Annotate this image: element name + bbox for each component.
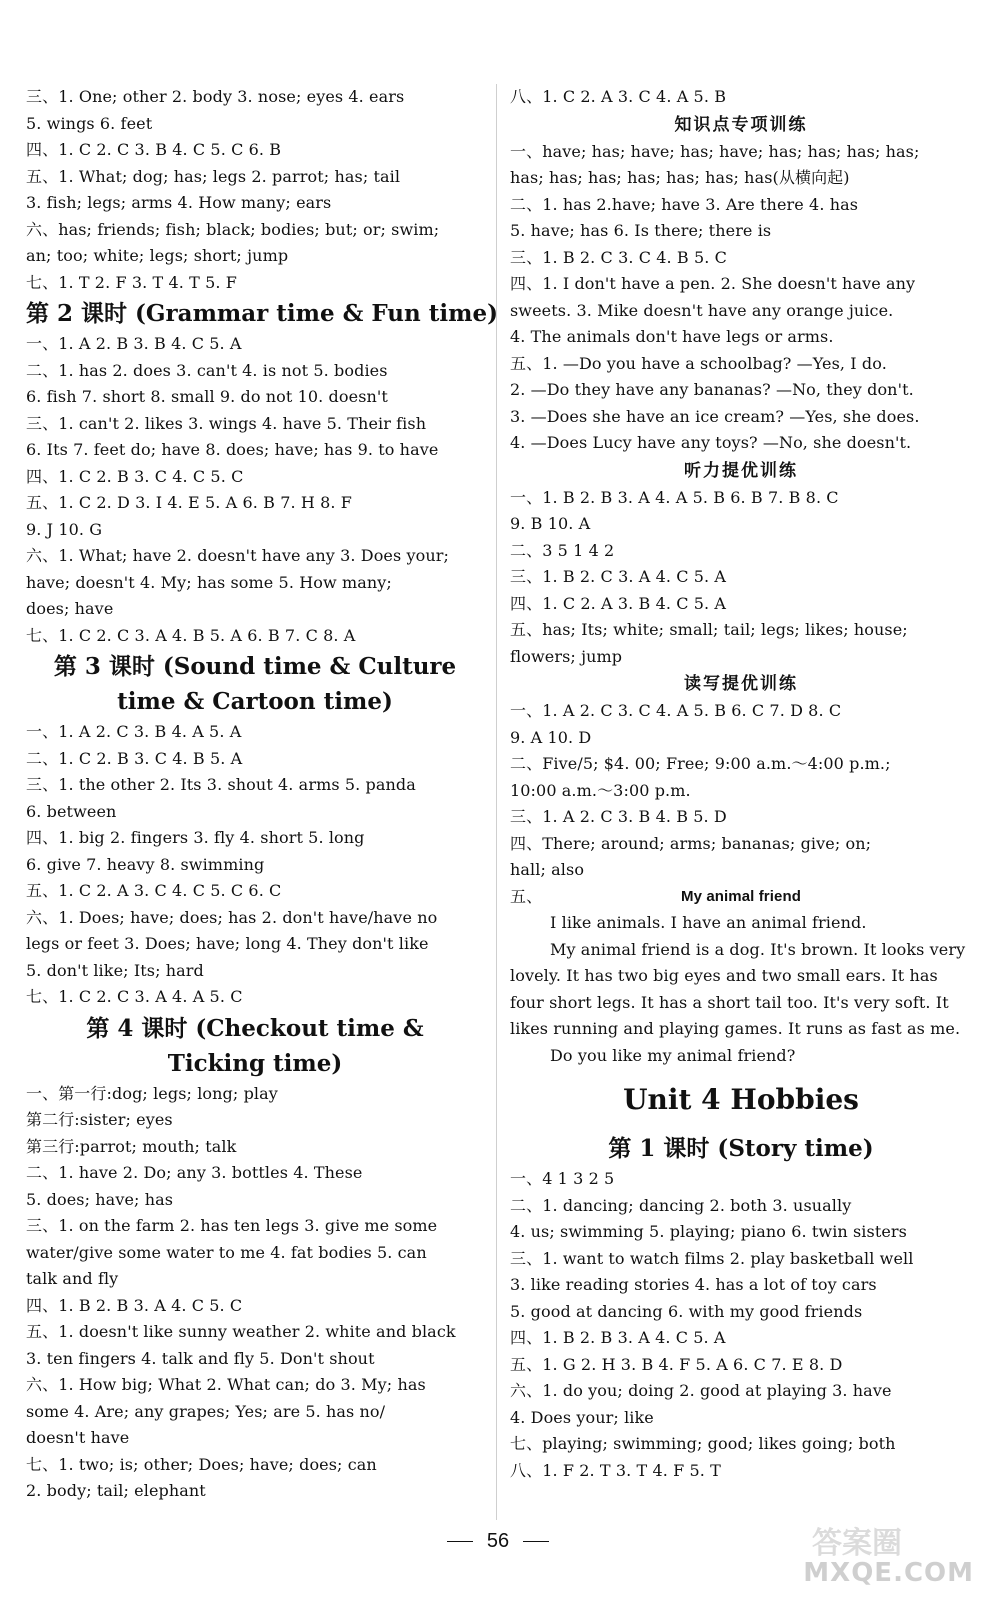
answer-line: an; too; white; legs; short; jump	[26, 246, 289, 265]
answer-line: 5. have; has 6. Is there; there is	[510, 221, 772, 240]
answer-line: 4. The animals don't have legs or arms.	[510, 327, 834, 346]
watermark-bottom-text: MXQE.COM	[803, 1558, 974, 1588]
answer-line: 9. B 10. A	[510, 514, 591, 533]
answer-line: 一、have; has; have; has; have; has; has; has; has;	[510, 141, 920, 161]
question-label: 五、	[510, 886, 543, 906]
watermark-logo	[794, 1518, 974, 1588]
answer-line: 五、1. doesn't like sunny weather 2. white and black	[26, 1322, 456, 1341]
answer-line: 二、1. have 2. Do; any 3. bottles 4. These	[26, 1163, 363, 1182]
lesson-heading: Ticking time)	[167, 1049, 343, 1077]
answer-line: 五、1. C 2. D 3. I 4. E 5. A 6. B 7. H 8. F	[26, 493, 352, 512]
answer-line: 9. J 10. G	[26, 519, 103, 539]
answer-line: four short legs. It has a short tail too. It's very soft. It	[510, 992, 949, 1012]
answer-line: 六、1. How big; What 2. What can; do 3. My; has	[26, 1375, 426, 1394]
answer-line: likes running and playing games. It runs as fast as me.	[510, 1019, 961, 1038]
essay-paragraph-line: Do you like my animal friend?	[550, 1045, 796, 1065]
page-number-dash-left	[447, 1541, 473, 1542]
answer-line: water/give some water to me 4. fat bodies 5. can	[26, 1242, 427, 1262]
answer-line: 七、1. C 2. C 3. A 4. B 5. A 6. B 7. C 8. A	[26, 625, 356, 645]
answer-line: 四、1. C 2. C 3. B 4. C 5. C 6. B	[26, 140, 282, 159]
answer-line: 三、1. One; other 2. body 3. nose; eyes 4. ears	[26, 87, 405, 106]
answer-line: 6. give 7. heavy 8. swimming	[26, 854, 265, 874]
answer-line: 三、1. on the farm 2. has ten legs 3. give me some	[26, 1216, 438, 1235]
answer-line: 三、1. B 2. C 3. C 4. B 5. C	[510, 247, 727, 267]
lesson-heading: 第 1 课时 (Story time)	[608, 1135, 874, 1162]
lesson-heading: time & Cartoon time)	[117, 688, 393, 715]
essay-paragraph-line: My animal friend is a dog. It's brown. It looks very	[550, 939, 966, 959]
page-number-value: 56	[486, 1530, 510, 1552]
answer-line: 6. fish 7. short 8. small 9. do not 10. doesn't	[26, 387, 388, 406]
right-column	[510, 84, 972, 1484]
answer-line: 3. fish; legs; arms 4. How many; ears	[26, 193, 332, 212]
answer-line: 五、1. What; dog; has; legs 2. parrot; has; tail	[26, 166, 401, 186]
answer-line: flowers; jump	[510, 646, 623, 666]
answer-line: 三、1. want to watch films 2. play basketball well	[510, 1248, 914, 1268]
answer-line: hall; also	[510, 860, 585, 879]
answer-line: 二、3 5 1 4 2	[510, 540, 615, 560]
answer-line: 5. wings 6. feet	[26, 113, 153, 133]
answer-line: 10:00 a.m.～3:00 p.m.	[510, 780, 691, 800]
answer-line: 3. ten fingers 4. talk and fly 5. Don't shout	[26, 1348, 375, 1368]
answer-line: 9. A 10. D	[510, 727, 592, 747]
answer-line: 七、1. T 2. F 3. T 4. T 5. F	[26, 272, 237, 292]
answer-line: legs or feet 3. Does; have; long 4. They don't like	[26, 934, 429, 953]
answer-line: doesn't have	[26, 1428, 130, 1447]
answer-line: 3. like reading stories 4. has a lot of toy cars	[510, 1275, 877, 1294]
answer-line: 5. good at dancing 6. with my good friends	[510, 1301, 863, 1321]
answer-line: 一、第一行:dog; legs; long; play	[26, 1083, 278, 1103]
answer-line: 一、1. A 2. B 3. B 4. C 5. A	[26, 334, 242, 353]
answer-line: 八、1. F 2. T 3. T 4. F 5. T	[510, 1460, 721, 1480]
answer-line: 三、1. the other 2. Its 3. shout 4. arms 5. panda	[26, 775, 416, 794]
lesson-heading: 第 3 课时 (Sound time & Culture	[53, 653, 457, 680]
answer-line: 第三行:parrot; mouth; talk	[26, 1136, 237, 1156]
answer-line: 2. body; tail; elephant	[26, 1481, 206, 1500]
answer-line: 6. Its 7. feet do; have 8. does; have; has 9. to have	[26, 440, 439, 459]
answer-line: 五、1. —Do you have a schoolbag? —Yes, I do.	[510, 353, 887, 373]
answer-line: 四、1. B 2. B 3. A 4. C 5. A	[510, 1328, 726, 1347]
answer-line: 七、playing; swimming; good; likes going; both	[510, 1434, 896, 1453]
column-divider	[496, 84, 497, 1520]
answer-line: 七、1. C 2. C 3. A 4. A 5. C	[26, 987, 243, 1006]
watermark-top-text: 答案圈	[812, 1526, 902, 1561]
answer-line: 5. don't like; Its; hard	[26, 960, 204, 980]
answer-line: 六、1. What; have 2. doesn't have any 3. Does your;	[26, 546, 450, 565]
answer-line: 四、1. big 2. fingers 3. fly 4. short 5. long	[26, 828, 365, 847]
answer-line: 4. —Does Lucy have any toys? —No, she doesn't.	[510, 433, 912, 452]
essay-paragraph-line: I like animals. I have an animal friend.	[550, 913, 867, 932]
answer-line: sweets. 3. Mike doesn't have any orange juice.	[510, 300, 894, 320]
answer-line: 三、1. B 2. C 3. A 4. C 5. A	[510, 567, 727, 586]
answer-line: 第二行:sister; eyes	[26, 1110, 173, 1129]
answer-line: 六、has; friends; fish; black; bodies; but; or; swim;	[26, 219, 440, 239]
answer-line: lovely. It has two big eyes and two small ears. It has	[510, 966, 938, 985]
answer-line: some 4. Are; any grapes; Yes; are 5. has no/	[26, 1401, 386, 1421]
answer-line: talk and fly	[26, 1269, 119, 1288]
essay-heading-row	[510, 884, 972, 911]
answer-line: has; has; has; has; has; has; has(从横向起)	[510, 168, 850, 187]
answer-line: 四、There; around; arms; bananas; give; on;	[510, 833, 872, 853]
section-heading: 听力提优训练	[684, 460, 798, 481]
answer-line: 四、1. B 2. B 3. A 4. C 5. C	[26, 1295, 243, 1315]
answer-line: 2. —Do they have any bananas? —No, they don't.	[510, 380, 914, 399]
answer-line: 八、1. C 2. A 3. C 4. A 5. B	[510, 87, 727, 106]
answer-line: 一、1. A 2. C 3. C 4. A 5. B 6. C 7. D 8. C	[510, 701, 842, 720]
answer-line: 六、1. Does; have; does; has 2. don't have/have no	[26, 907, 438, 927]
answer-line: 二、1. dancing; dancing 2. both 3. usually	[510, 1195, 852, 1215]
answer-line: 四、1. C 2. B 3. C 4. C 5. C	[26, 466, 244, 486]
left-column	[26, 84, 498, 1505]
answer-line: 一、4 1 3 2 5	[510, 1169, 615, 1188]
answer-line: 四、1. I don't have a pen. 2. She doesn't have any	[510, 274, 916, 293]
answer-line: 二、1. has 2.have; have 3. Are there 4. has	[510, 194, 859, 214]
lesson-heading: 第 2 课时 (Grammar time & Fun time)	[26, 300, 498, 327]
answer-line: 一、1. B 2. B 3. A 4. A 5. B 6. B 7. B 8. C	[510, 487, 839, 507]
answer-line: 二、1. has 2. does 3. can't 4. is not 5. bodies	[26, 360, 388, 380]
section-heading: 读写提优训练	[684, 674, 798, 694]
answer-line: 五、1. G 2. H 3. B 4. F 5. A 6. C 7. E 8. D	[510, 1354, 843, 1374]
page-number-dash-right	[523, 1541, 549, 1542]
section-heading: 知识点专项训练	[674, 114, 808, 135]
answer-line: 五、1. C 2. A 3. C 4. C 5. C 6. C	[26, 881, 282, 900]
answer-line: 6. between	[26, 801, 117, 821]
answer-line: 四、1. C 2. A 3. B 4. C 5. A	[510, 593, 727, 613]
answer-line: 三、1. can't 2. likes 3. wings 4. have 5. Their fish	[26, 413, 427, 433]
essay-title: My animal friend	[681, 887, 801, 905]
answer-line: 三、1. A 2. C 3. B 4. B 5. D	[510, 807, 727, 826]
answer-line: 4. us; swimming 5. playing; piano 6. twin sisters	[510, 1222, 907, 1241]
unit-title: Unit 4 Hobbies	[623, 1083, 859, 1116]
answer-line: 五、has; Its; white; small; tail; legs; likes; house;	[510, 620, 908, 639]
answer-line: 5. does; have; has	[26, 1189, 174, 1209]
answer-line: 二、Five/5; $4. 00; Free; 9:00 a.m.～4:00 p.m.;	[510, 754, 891, 773]
answer-line: 一、1. A 2. C 3. B 4. A 5. A	[26, 722, 242, 741]
answer-line: 二、1. C 2. B 3. C 4. B 5. A	[26, 748, 243, 768]
answer-line: 4. Does your; like	[510, 1407, 654, 1427]
lesson-heading: 第 4 课时 (Checkout time &	[86, 1014, 424, 1042]
answer-line: 六、1. do you; doing 2. good at playing 3. have	[510, 1381, 892, 1400]
answer-line: 七、1. two; is; other; Does; have; does; can	[26, 1454, 377, 1474]
answer-line: 3. —Does she have an ice cream? —Yes, she does.	[510, 406, 920, 426]
answer-line: have; doesn't 4. My; has some 5. How many;	[26, 572, 392, 592]
answer-line: does; have	[26, 599, 114, 618]
